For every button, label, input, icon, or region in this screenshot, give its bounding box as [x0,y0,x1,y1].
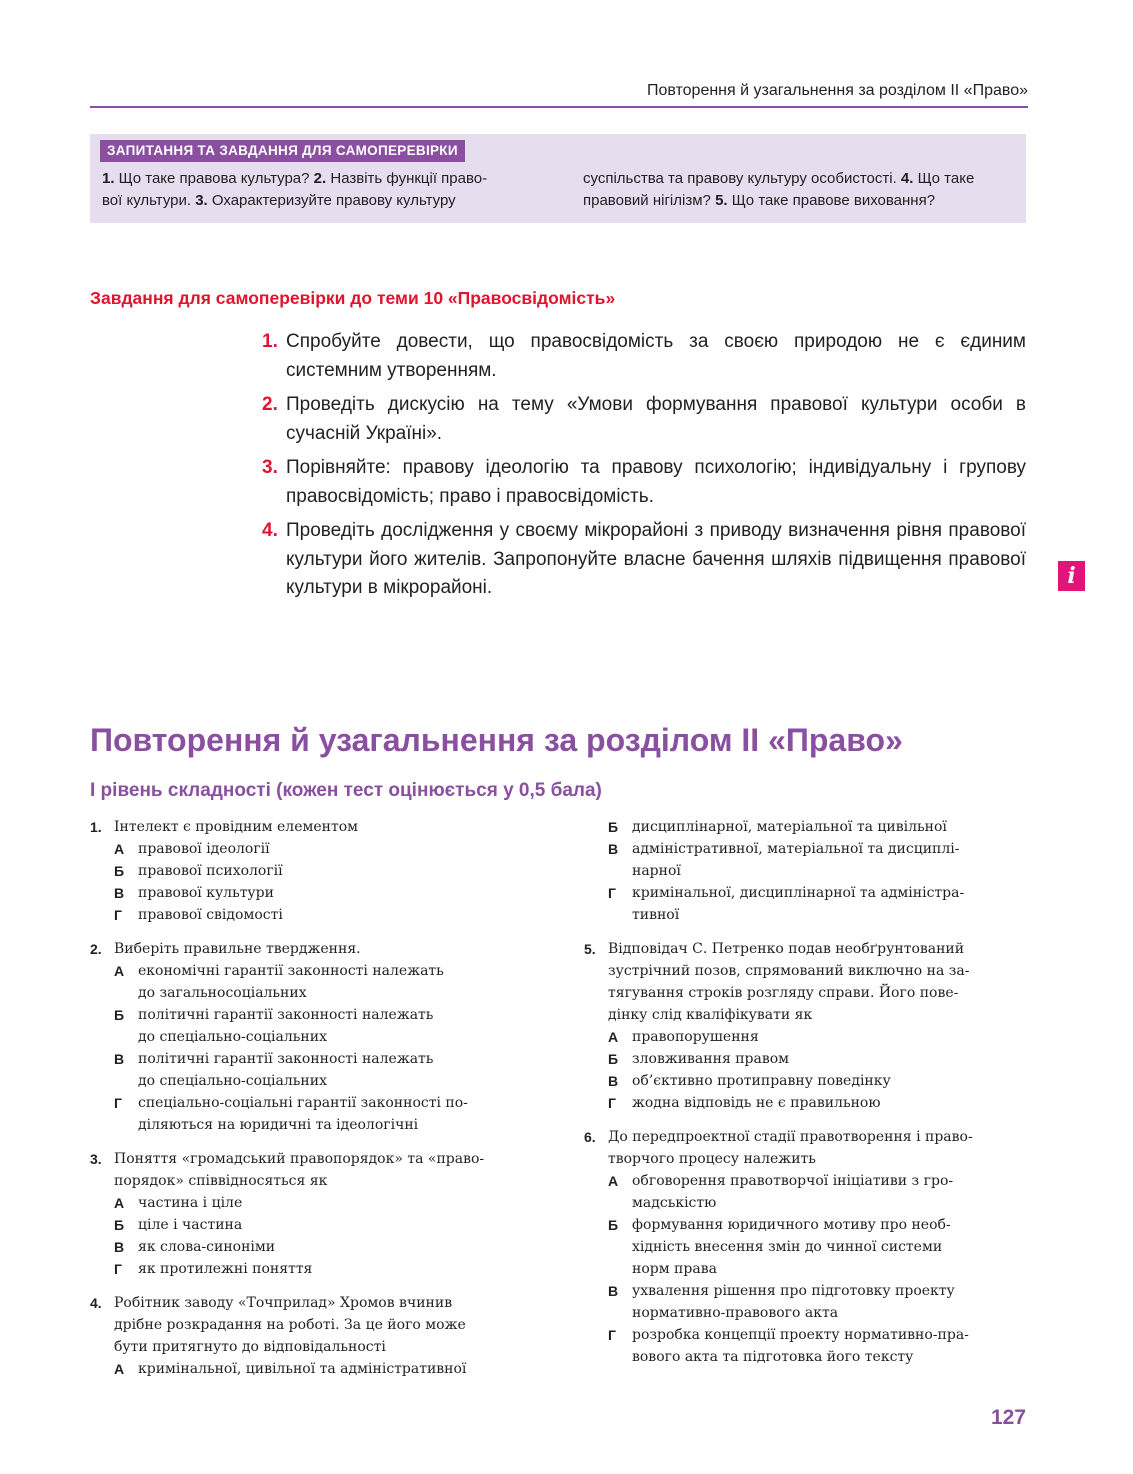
option-text-line: правопорушення [632,1029,759,1045]
option-letter: Г [608,885,616,901]
answer-option [608,1070,1026,1092]
option-letter: А [608,1173,619,1189]
option-letter: Г [114,1261,122,1277]
question-text-line: До передпроектної стадії правотворення і право- [608,1129,973,1145]
option-text-line: правової свідомості [138,907,283,923]
question-number: 6. [584,1129,596,1145]
answer-option [114,1236,536,1258]
page-number: 127 [990,1406,1026,1429]
option-text-line: кримінальної, дисциплінарної та адміністра- [632,885,965,901]
answer-option [608,838,1026,882]
option-letter: Г [114,907,122,923]
option-letter: В [608,841,619,857]
option-letter: Г [114,1095,122,1111]
option-letter: Б [114,1217,125,1233]
selfcheck-question-text: Що таке правова культура? [114,170,314,187]
option-letter: А [114,1361,125,1377]
option-text-line: правової ідеології [138,841,270,857]
task-text: Спробуйте довести, що правосвідомість за своєю природою не є єдиним системним утворенням. [286,331,1026,381]
option-text-line: до загальносоціальних [138,985,307,1001]
test-column-left [90,816,536,1392]
question-number: 3. [90,1151,102,1167]
task-text: Проведіть дискусію на тему «Умови формування правової культури особи в сучасній Україні». [286,394,1026,444]
option-text-line: кримінальної, цивільної та адміністративної [138,1361,467,1377]
test-question [584,938,1026,1114]
question-text-line: творчого процесу належить [608,1151,816,1167]
option-text-line: адміністративної, матеріальної та дисциплі- [632,841,960,857]
task-text: Порівняйте: правову ідеологію та правову психологію; індивідуальну і групову правосвідомість; право і правосвідомість. [286,457,1026,507]
option-letter: Г [608,1095,616,1111]
test-column-right [584,816,1026,1380]
answer-option [608,1280,1026,1324]
answer-option [114,1192,536,1214]
option-letter: А [114,963,125,979]
option-text-line: частина і ціле [138,1195,243,1211]
task-number: 4. [262,520,278,541]
option-letter: Г [608,1327,616,1343]
answer-option [114,838,536,860]
header-divider [90,106,1028,108]
option-text-line: як протилежні поняття [138,1261,313,1277]
answer-option [608,1214,1026,1280]
task-item [262,391,1026,448]
answer-option [114,1214,536,1236]
selfcheck-question-text: правовий нігілізм? [583,192,716,209]
info-icon: i [1058,561,1085,591]
question-text-line: зустрічний позов, спрямований виключно на за- [608,963,970,979]
question-number: 4. [90,1295,102,1311]
selfcheck-question-number: 5. [715,192,728,209]
selfcheck-question-text: Назвіть функції право- [326,170,488,187]
selfcheck-line [583,168,1015,190]
option-letter: Б [608,819,619,835]
question-text-line: дрібне розкрадання на роботі. За це його може [114,1317,466,1333]
option-letter: В [608,1073,619,1089]
option-text-line: ціле і частина [138,1217,243,1233]
selfcheck-line [583,190,1015,212]
question-text-line: порядок» співвідносяться як [114,1173,328,1189]
option-text-line: нормативно-правового акта [632,1305,839,1321]
task-number: 2. [262,394,278,415]
running-header: Повторення й узагальнення за розділом ІІ «Право» [646,82,1028,99]
task-item [262,328,1026,385]
option-letter: В [114,1051,125,1067]
option-letter: В [114,1239,125,1255]
option-letter: А [608,1029,619,1045]
test-question [584,1126,1026,1368]
answer-option [114,1092,536,1136]
selfcheck-question-number: 3. [195,192,208,209]
question-text-line: тягування строків розгляду справи. Його пове- [608,985,959,1001]
selfcheck-question-text: Що таке [913,170,975,187]
selfcheck-question-text: вої культури. [102,192,196,209]
option-text-line: ухвалення рішення про підготовку проекту [632,1283,955,1299]
task-item [262,454,1026,511]
option-text-line: правової психології [138,863,283,879]
option-text-line: політичні гарантії законності належать [138,1007,434,1023]
selfcheck-left-column [102,168,534,212]
option-text-line: мадськістю [632,1195,717,1211]
task-number: 1. [262,331,278,352]
selfcheck-right-column [583,168,1015,212]
question-text-line: Робітник заводу «Точприлад» Хромов вчинив [114,1295,453,1311]
option-text-line: спеціально-соціальні гарантії законності по- [138,1095,468,1111]
test-question [90,1148,536,1280]
selfcheck-question-number: 1. [102,170,115,187]
answer-option [114,882,536,904]
question-number: 5. [584,941,596,957]
option-text-line: жодна відповідь не є правильною [632,1095,881,1111]
option-text-line: до спеціально-соціальних [138,1029,327,1045]
question-text-line: Поняття «громадський правопорядок» та «право- [114,1151,485,1167]
question-text-line: дінку слід кваліфікувати як [608,1007,813,1023]
answer-option [114,904,536,926]
option-text-line: політичні гарантії законності належать [138,1051,434,1067]
question-text-line: Інтелект є провідним елементом [114,819,359,835]
answer-option [608,1026,1026,1048]
test-question [90,1292,536,1380]
task-text: Проведіть дослідження у своєму мікрорайоні з приводу визначення рівня правової культури його жителів. Запропонуйте власне бачення шляхів підвищення правової культури в мікрорайоні. [286,520,1026,598]
option-text-line: обговорення правотворчої ініціативи з гро- [632,1173,954,1189]
option-text-line: до спеціально-соціальних [138,1073,327,1089]
option-letter: Б [608,1051,619,1067]
option-text-line: нарної [632,863,681,879]
option-text-line: дисциплінарної, матеріальної та цивільної [632,819,947,835]
option-letter: Б [114,863,125,879]
answer-option [114,1358,536,1380]
selfcheck-label: ЗАПИТАННЯ ТА ЗАВДАННЯ ДЛЯ САМОПЕРЕВІРКИ [100,140,465,162]
option-text-line: вового акта та підготовка його тексту [632,1349,914,1365]
answer-option [608,1324,1026,1368]
option-text-line: економічні гарантії законності належать [138,963,444,979]
answer-option [608,1170,1026,1214]
answer-option [114,1258,536,1280]
answer-option [608,816,1026,838]
selfcheck-line [102,190,534,212]
option-text-line: правової культури [138,885,274,901]
test-question [584,816,1026,926]
option-letter: В [608,1283,619,1299]
task-list [262,328,1026,609]
section-title: Повторення й узагальнення за розділом ІІ «Право» [90,722,903,758]
option-letter: Б [608,1217,619,1233]
option-text-line: формування юридичного мотиву про необ- [632,1217,951,1233]
answer-option [608,1048,1026,1070]
answer-option [114,1004,536,1048]
test-question [90,938,536,1136]
test-question [90,816,536,926]
option-text-line: тивної [632,907,680,923]
option-text-line: об’єктивно протиправну поведінку [632,1073,891,1089]
level-title: І рівень складності (кожен тест оцінюється у 0,5 бала) [90,780,602,801]
selfcheck-question-text: Що таке правове виховання? [727,192,936,209]
option-letter: В [114,885,125,901]
answer-option [114,960,536,1004]
option-text-line: діляються на юридичні та ідеологічні [138,1117,419,1133]
option-text-line: зловживання правом [632,1051,790,1067]
answer-option [114,1048,536,1092]
selfcheck-question-text: суспільства та правову культуру особистості. [583,170,901,187]
selfcheck-line [102,168,534,190]
selfcheck-question-number: 4. [900,170,914,187]
question-number: 2. [90,941,102,957]
question-number: 1. [90,819,102,835]
selfcheck-question-text: Охарактеризуйте правову культуру [207,192,456,209]
task-number: 3. [262,457,278,478]
option-letter: Б [114,1007,125,1023]
question-text-line: Відповідач С. Петренко подав необґрунтований [608,941,965,957]
answer-option [608,882,1026,926]
question-text-line: бути притягнуто до відповідальності [114,1339,386,1355]
option-letter: А [114,841,125,857]
selfcheck-question-number: 2. [313,170,327,187]
answer-option [608,1092,1026,1114]
option-text-line: хідність внесення змін до чинної системи [632,1239,943,1255]
option-text-line: як слова-синоніми [138,1239,276,1255]
question-text-line: Виберіть правильне твердження. [114,941,361,957]
option-text-line: розробка концепції проекту нормативно-пра- [632,1327,969,1343]
task-item [262,517,1026,603]
option-text-line: норм права [632,1261,717,1277]
task-heading: Завдання для самоперевірки до теми 10 «Правосвідомість» [90,288,616,308]
answer-option [114,860,536,882]
option-letter: А [114,1195,125,1211]
